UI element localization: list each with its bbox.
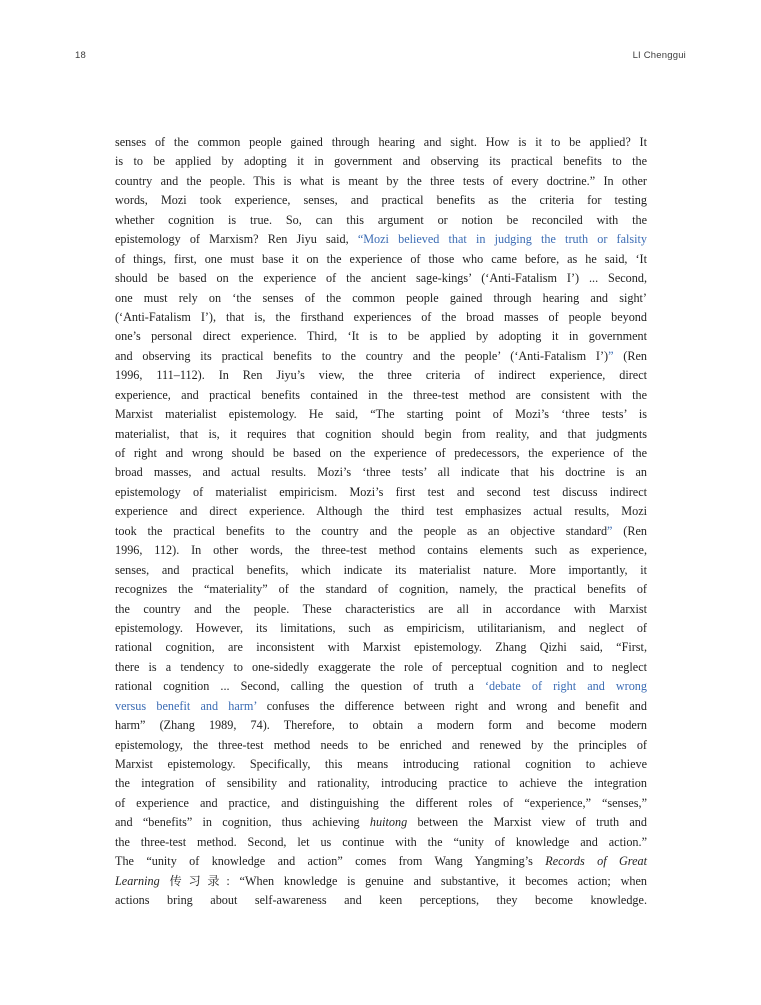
text-line — [115, 619, 647, 638]
text-segment: epistemology. However, its limitations, such as empiricism, utilitarianism, and neglect of — [115, 620, 647, 635]
text-line — [115, 774, 647, 793]
text-line — [115, 677, 647, 696]
text-line — [115, 813, 647, 832]
text-line — [115, 211, 647, 230]
quoted-text: ” — [608, 348, 614, 363]
text-segment: of experience and practice, and distinguishing the different roles of “experience,” “senses,” — [115, 795, 647, 810]
text-line — [115, 327, 647, 346]
text-segment: took the practical benefits to the country and the people as an objective standard — [115, 523, 608, 538]
text-segment: senses, and practical benefits, which indicate its materialist nature. More importantly, it — [115, 562, 647, 577]
text-segment: of things, first, one must base it on the experience of those who came before, as he said, ‘It — [115, 251, 647, 266]
text-segment: rational cognition, are inconsistent with Marxist epistemology. Zhang Qizhi said, “First, — [115, 640, 647, 655]
text-line — [115, 230, 647, 249]
text-segment: and “benefits” in cognition, thus achieving — [115, 815, 370, 830]
text-segment: recognizes the “materiality” of the standard of cognition, namely, the practical benefits of — [115, 582, 647, 597]
text-line — [115, 289, 647, 308]
running-header — [75, 50, 686, 61]
text-line — [115, 600, 647, 619]
text-line — [115, 794, 647, 813]
text-segment: and observing its practical benefits to the country and the people’ (‘Anti-Fatalism I’) — [115, 348, 609, 363]
text-segment: epistemology, the three-test method needs to be enriched and renewed by the principles of — [115, 737, 647, 752]
text-segment: the integration of sensibility and rationality, introducing practice to achieve the integration — [115, 776, 647, 791]
body-text — [115, 133, 647, 911]
text-segment: materialist, that is, it requires that cognition should begin from reality, and that judgments — [115, 426, 647, 441]
page-number: 18 — [75, 50, 86, 61]
text-line — [115, 716, 647, 735]
text-line — [115, 755, 647, 774]
quoted-text: versus benefit and harm’ — [115, 698, 257, 713]
text-segment: is to be applied by adopting it in government and observing its practical benefits to the — [115, 154, 647, 169]
text-segment: of right and wrong should be based on the experience of predecessors, the experience of the — [115, 446, 647, 460]
running-head-author: LI Chenggui — [632, 50, 686, 61]
text-line — [115, 891, 647, 910]
text-segment: country and the people. This is what is meant by the three tests of every doctrine.” In other — [115, 173, 647, 188]
quoted-text: ‘debate of right and wrong — [484, 679, 647, 694]
text-segment: Marxist epistemology. Specifically, this means introducing rational cognition to achieve — [115, 757, 647, 771]
text-segment: there is a tendency to one-sidedly exaggerate the role of perceptual cognition and to neglect — [115, 659, 647, 674]
text-line — [115, 852, 647, 871]
text-line — [115, 444, 647, 463]
text-line — [115, 172, 647, 191]
text-segment: words, Mozi took experience, senses, and practical benefits as the criteria for testing — [115, 193, 647, 208]
text-line — [115, 191, 647, 210]
text-segment: rational cognition ... Second, calling the question of truth a — [115, 679, 485, 694]
text-line — [115, 405, 647, 424]
text-line — [115, 697, 647, 716]
text-line — [115, 872, 647, 891]
text-line — [115, 425, 647, 444]
text-segment: 1996, 112). In other words, the three-test method contains elements such as experience, — [115, 543, 647, 558]
text-segment: senses of the common people gained through hearing and sight. How is it to be applied? It — [115, 135, 647, 149]
text-segment: should be based on the experience of the ancient sage-kings’ (‘Anti-Fatalism I’) ... Second, — [115, 271, 647, 286]
text-line — [115, 386, 647, 405]
quoted-text: ” — [607, 523, 613, 538]
text-segment: harm” (Zhang 1989, 74). Therefore, to obtain a modern form and become modern — [115, 718, 647, 733]
text-line — [115, 522, 647, 541]
text-segment: The “unity of knowledge and action” comes from Wang Yangming’s — [115, 854, 546, 869]
text-segment: epistemology of materialist empiricism. Mozi’s first test and second test discuss indirect — [115, 484, 647, 499]
text-segment: experience and direct experience. Although the third test emphasizes actual results, Mozi — [115, 504, 647, 519]
text-segment: confuses the difference between right and wrong and benefit and — [256, 698, 647, 713]
text-segment: one must rely on ‘the senses of the common people gained through hearing and sight’ — [115, 290, 647, 305]
text-segment: 传习录: “When knowledge is genuine and substantive, it becomes action; when — [159, 873, 647, 888]
text-line — [115, 366, 647, 385]
text-segment: the country and the people. These characteristics are all in accordance with Marxist — [115, 601, 647, 616]
text-segment: epistemology of Marxism? Ren Jiyu said, — [115, 232, 358, 247]
text-segment: (‘Anti-Fatalism I’), that is, the firsthand experiences of the broad masses of people beyond — [115, 309, 647, 324]
text-line — [115, 483, 647, 502]
text-line — [115, 658, 647, 677]
italic-text: Learning — [115, 873, 160, 888]
text-line — [115, 638, 647, 657]
text-line — [115, 833, 647, 852]
text-line — [115, 133, 647, 152]
text-line — [115, 580, 647, 599]
italic-text: huitong — [369, 815, 408, 830]
text-segment: actions bring about self-awareness and keen perceptions, they become knowledge. — [115, 893, 647, 908]
text-segment: the three-test method. Second, let us continue with the “unity of knowledge and action.” — [115, 834, 647, 849]
text-segment: experience, and practical benefits contained in the three-test method are consistent with the — [115, 387, 647, 402]
text-segment: one’s personal direct experience. Third, ‘It is to be applied by adopting it in government — [115, 329, 647, 344]
italic-text: Records of Great — [545, 854, 647, 869]
quoted-text: “Mozi believed that in judging the truth or falsity — [357, 232, 647, 247]
text-line — [115, 502, 647, 521]
text-segment: between the Marxist view of truth and — [407, 815, 647, 830]
text-line — [115, 541, 647, 560]
text-segment: broad masses, and actual results. Mozi’s ‘three tests’ all indicate that his doctrine is an — [115, 465, 647, 480]
text-line — [115, 736, 647, 755]
text-line — [115, 561, 647, 580]
text-segment: Marxist materialist epistemology. He said, “The starting point of Mozi’s ‘three tests’ is — [115, 407, 647, 422]
text-segment: (Ren — [613, 348, 647, 363]
text-line — [115, 269, 647, 288]
text-line — [115, 308, 647, 327]
text-segment: whether cognition is true. So, can this argument or notion be reconciled with the — [115, 212, 647, 227]
text-segment: (Ren — [612, 523, 647, 538]
text-segment: 1996, 111–112). In Ren Jiyu’s view, the three criteria of indirect experience, direct — [115, 368, 647, 383]
text-line — [115, 152, 647, 171]
text-line — [115, 250, 647, 269]
text-line — [115, 347, 647, 366]
text-line — [115, 463, 647, 482]
